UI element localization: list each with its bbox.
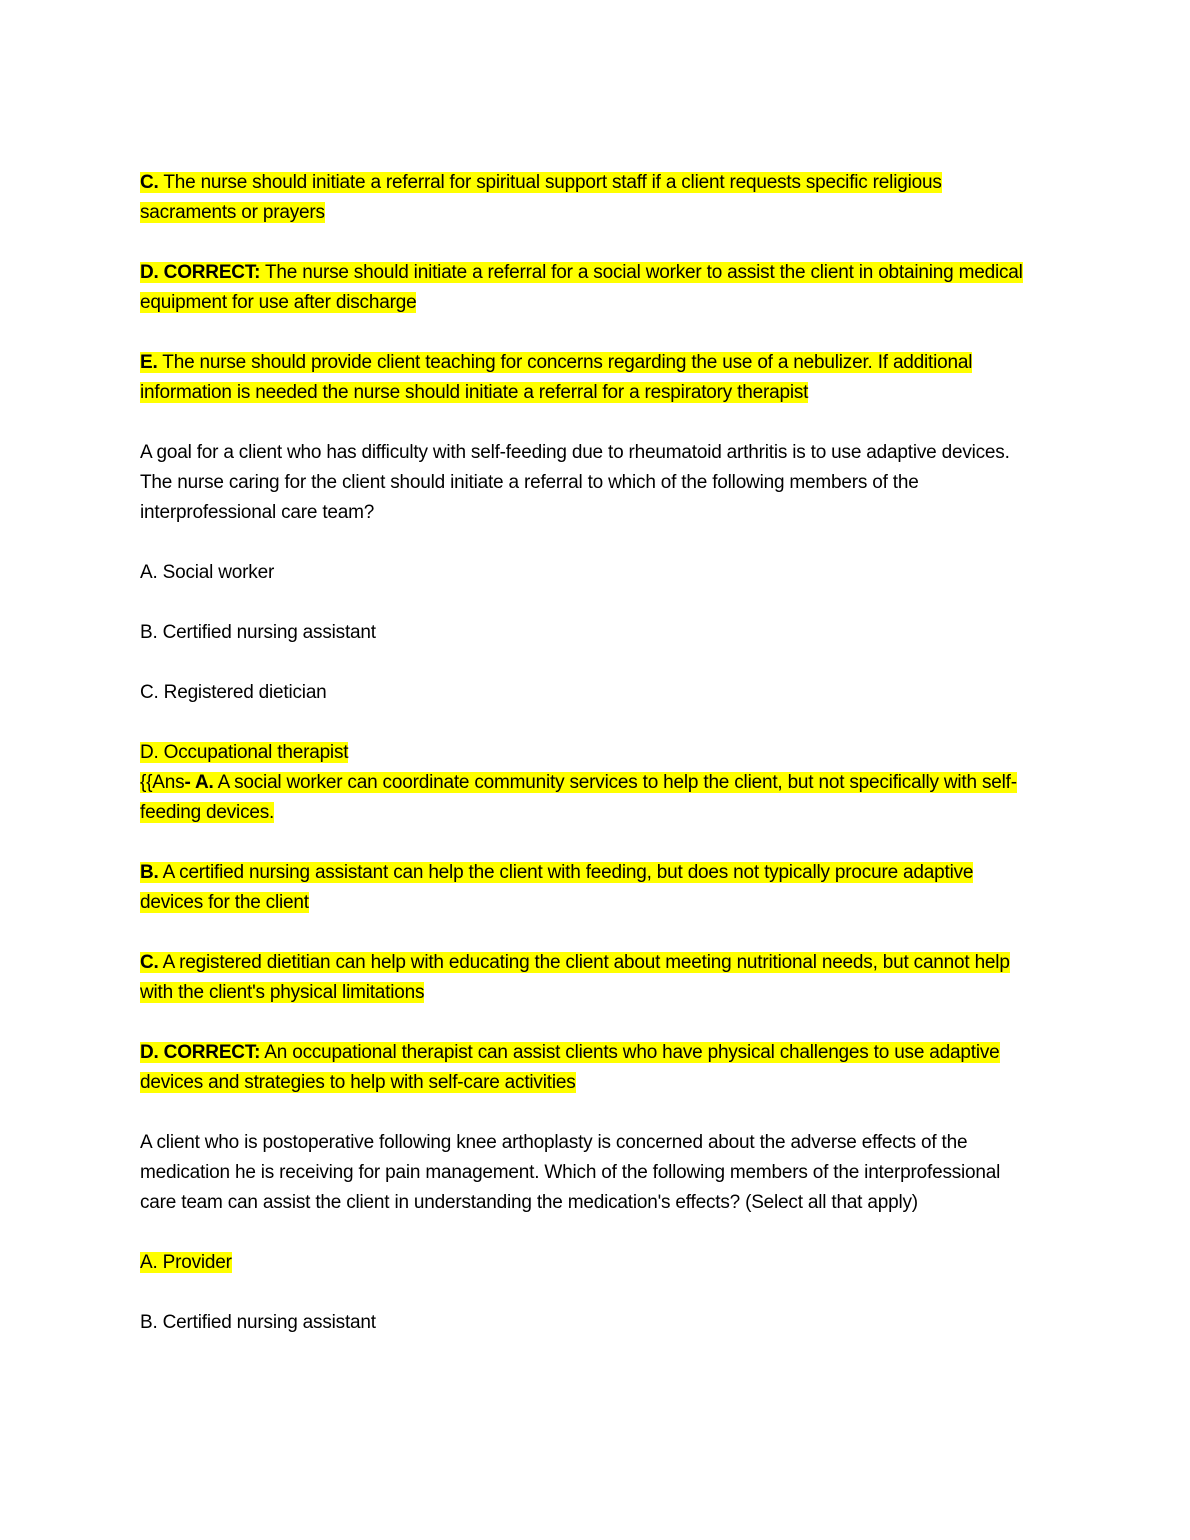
document-page [140, 168, 1040, 1368]
answer-rationale-c [140, 948, 1040, 1008]
correct-label: D. CORRECT: [140, 262, 261, 283]
correct-label: D. CORRECT: [140, 1042, 261, 1063]
option-b: B. Certified nursing assistant [140, 1312, 376, 1333]
highlight [140, 172, 942, 223]
option-c: C. Registered dietician [140, 682, 327, 703]
rationale-text: An occupational therapist can assist clients who have physical challenges to use adaptive devices and strategies to help with self-care activities [140, 1042, 1000, 1093]
rationale-text: The nurse should provide client teaching for concerns regarding the use of a nebulizer. If additional information is needed the nurse should initiate a referral for a respiratory therapist [140, 352, 973, 403]
highlight [140, 772, 1017, 823]
rationale-text: A certified nursing assistant can help the client with feeding, but does not typically procure adaptive devices for the client [140, 862, 974, 913]
rationale-text: A registered dietitian can help with educating the client about meeting nutritional needs, but cannot help with the client's physical limitations [140, 952, 1010, 1003]
option-letter: B. [140, 862, 159, 883]
option-letter: E. [140, 352, 158, 373]
rationale-text: A social worker can coordinate community services to help the client, but not specifically with self-feeding devices. [140, 772, 1017, 823]
rationale-c-spiritual [140, 168, 1040, 228]
highlight [140, 952, 1010, 1003]
answer-prefix: {{Ans [140, 772, 185, 793]
option-letter: C. [140, 172, 159, 193]
answer-rationale-b [140, 858, 1040, 918]
highlight: A. Provider [140, 1252, 232, 1273]
highlight [140, 262, 1023, 313]
highlight [140, 862, 973, 913]
rationale-text: The nurse should initiate a referral for a social worker to assist the client in obtaining medical equipment for use after discharge [140, 262, 1023, 313]
question-stem: A goal for a client who has difficulty with self-feeding due to rheumatoid arthritis is to use adaptive devices. The nurse caring for the client should initiate a referral to which of the following members of the interprofessional care team? [140, 442, 1010, 523]
option-a [140, 1248, 1040, 1278]
option-d [140, 738, 1040, 768]
rationale-text: The nurse should initiate a referral for spiritual support staff if a client requests specific religious sacraments or prayers [140, 172, 942, 223]
highlight: D. Occupational therapist [140, 742, 349, 763]
rationale-e-nebulizer [140, 348, 1040, 408]
question-stem: A client who is postoperative following knee arthoplasty is concerned about the adverse effects of the medication he is receiving for pain management. Which of the following members of the interprofessional care team can assist the client in understanding the medication's effects? (Select all that apply) [140, 1132, 1001, 1213]
highlight [140, 1042, 1000, 1093]
rationale-d-social-worker [140, 258, 1040, 318]
highlight [140, 352, 972, 403]
option-letter: - A. [184, 772, 214, 793]
option-b: B. Certified nursing assistant [140, 622, 376, 643]
option-letter: C. [140, 952, 159, 973]
answer-rationale-d [140, 1038, 1040, 1098]
option-a: A. Social worker [140, 562, 275, 583]
answer-rationale-a [140, 768, 1040, 828]
